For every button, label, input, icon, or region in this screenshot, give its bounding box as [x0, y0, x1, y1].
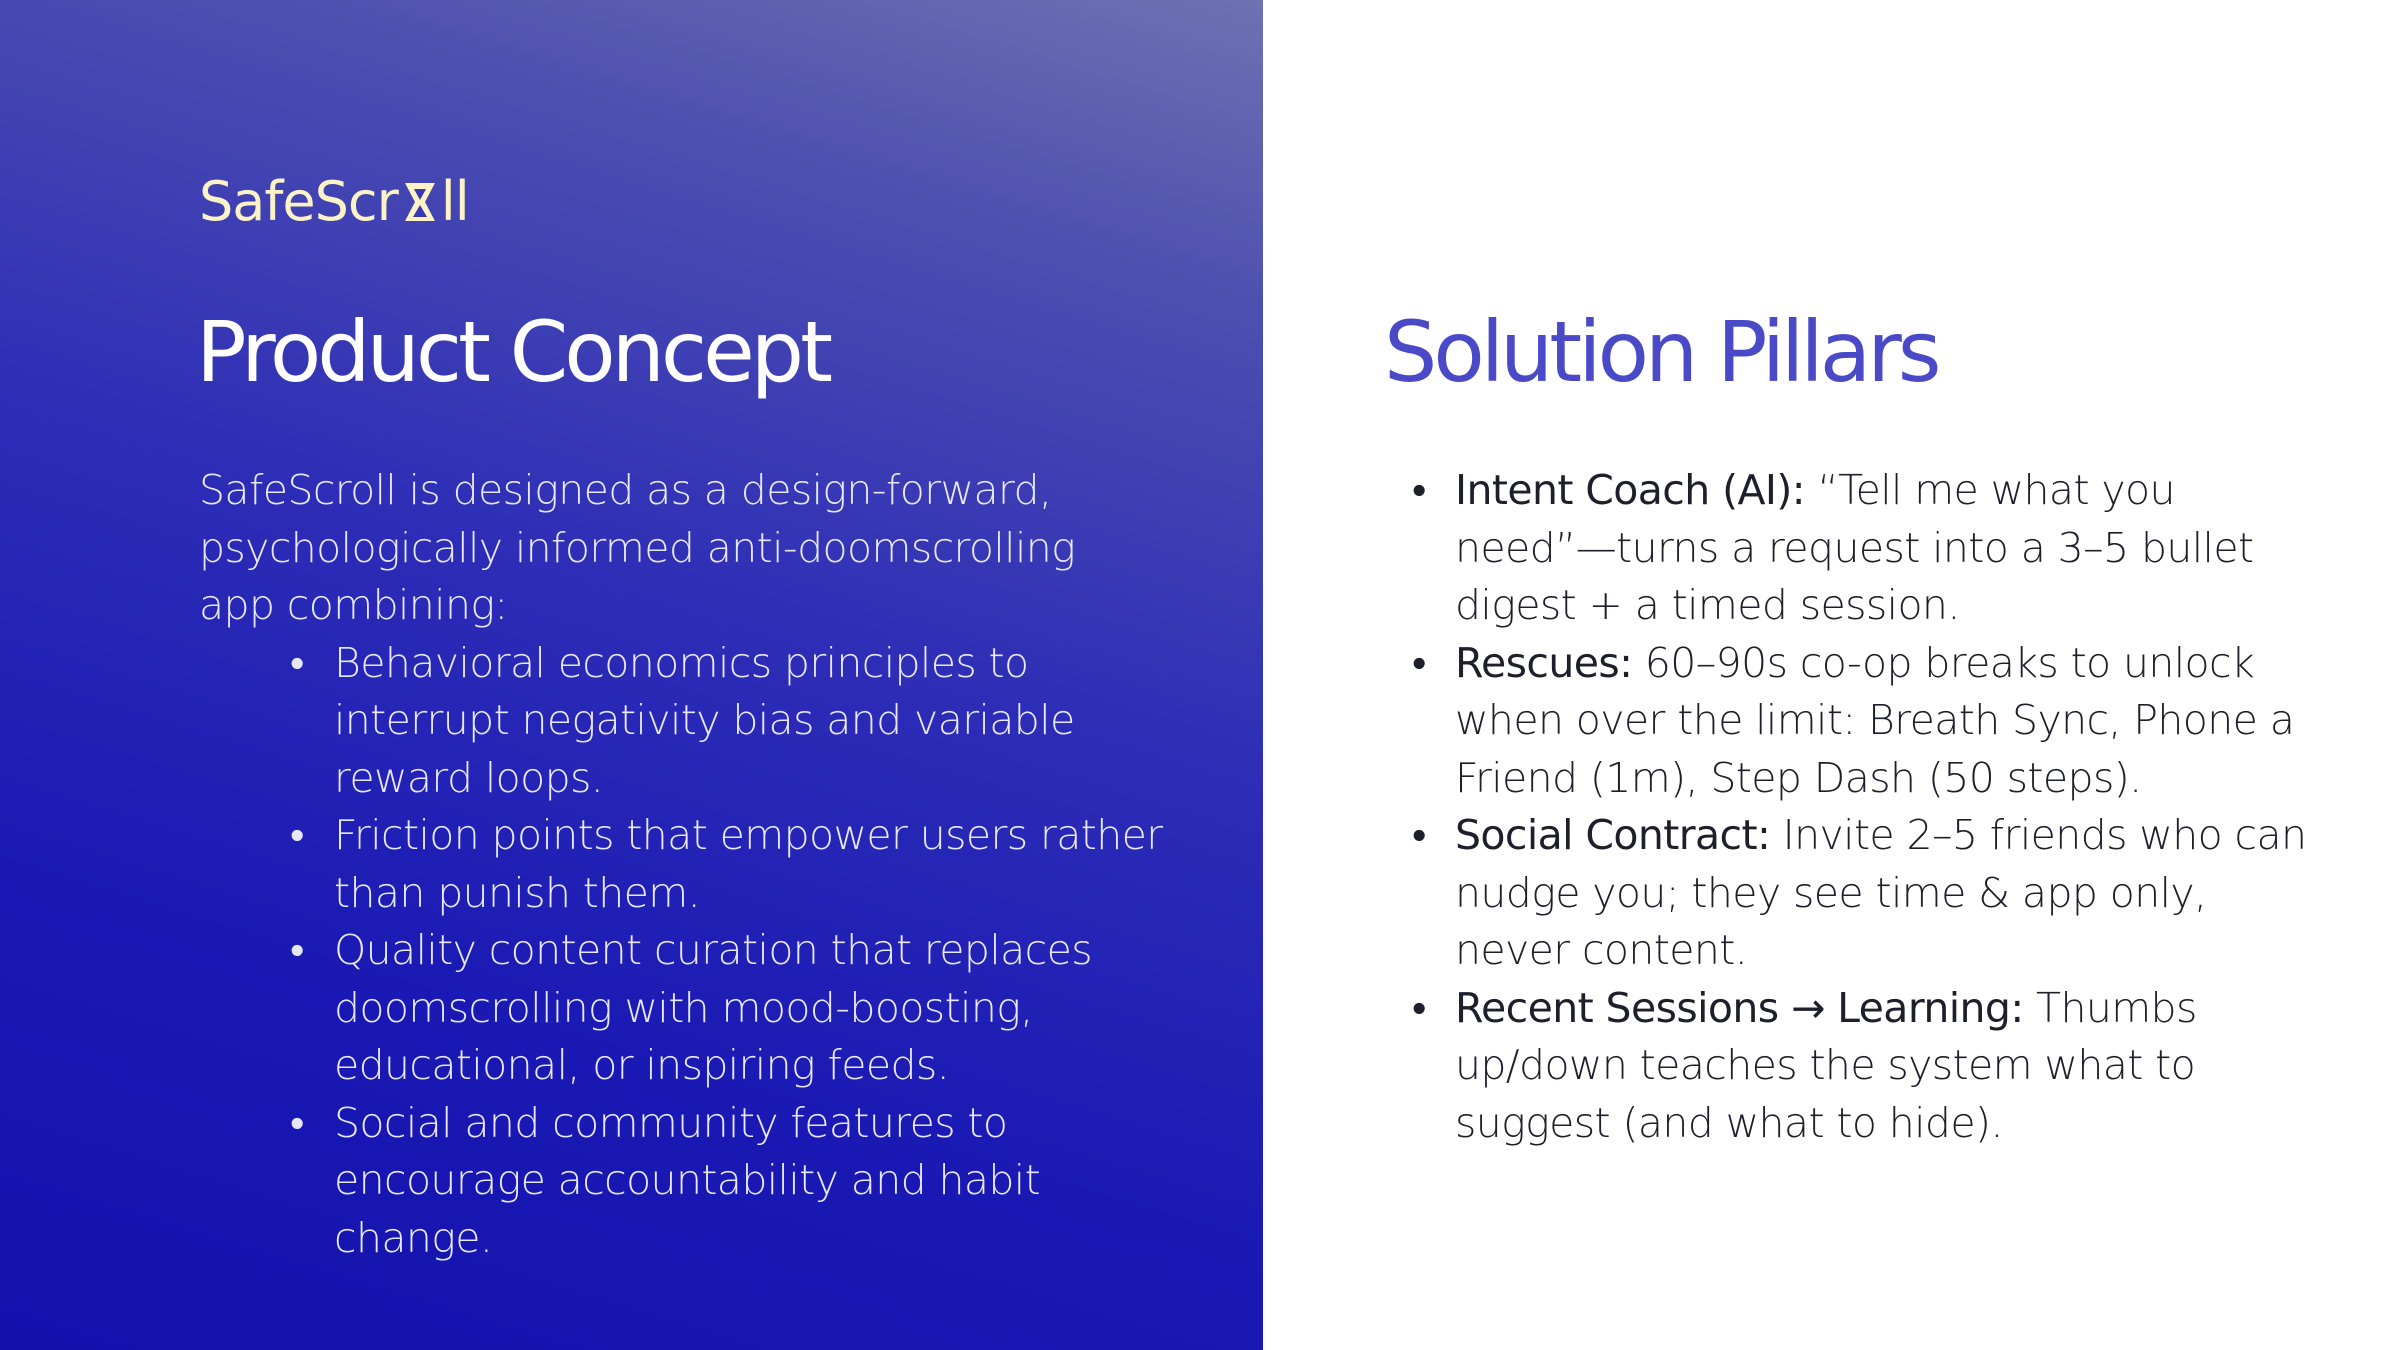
concept-bullet-text: Behavioral economics principles to interrupt negativity bias and variable reward loops. — [334, 638, 1075, 802]
pillars-title: Solution Pillars — [1384, 303, 1938, 401]
pillars-list — [1412, 462, 2325, 1152]
bullet-dot: • — [1412, 466, 1426, 514]
bullet-dot: • — [1412, 638, 1426, 687]
concept-title: Product Concept — [196, 303, 830, 401]
bullet-dot: • — [290, 638, 304, 687]
pillar-label: Social Contract: — [1455, 811, 1771, 859]
concept-intro: SafeScroll is designed as a design-forward, psychologically informed anti-doomscrolling app combining: — [199, 466, 1076, 629]
pillar-label: Rescues: — [1455, 638, 1633, 687]
pillar-label: Recent Sessions → Learning: — [1455, 983, 2024, 1032]
bullet-dot: • — [290, 811, 304, 859]
pillar-item — [1412, 635, 2325, 808]
logo-text-suffix: ll — [440, 169, 469, 233]
concept-bullet — [290, 922, 1209, 1095]
concept-bullet-text: Quality content curation that replaces doomscrolling with mood-boosting, educational, or inspiring feeds. — [334, 926, 1092, 1089]
concept-bullet-text: Friction points that empower users rather than punish them. — [334, 811, 1163, 917]
bullet-dot: • — [1412, 811, 1426, 859]
pillar-text: Thumbs up/down teaches the system what to suggest (and what to hide). — [1455, 983, 2197, 1147]
pillar-text: 60–90s co-op breaks to unlock when over the limit: Breath Sync, Phone a Friend (1m), Step Dash (50 steps). — [1455, 638, 2295, 802]
pillar-item — [1412, 807, 2325, 980]
concept-body — [199, 462, 1209, 1267]
pillar-text: Invite 2–5 friends who can nudge you; they see time & app only, never content. — [1455, 811, 2307, 974]
pillar-item — [1412, 980, 2325, 1153]
concept-bullet-text: Social and community features to encourage accountability and habit change. — [334, 1098, 1041, 1262]
concept-bullet — [290, 807, 1209, 922]
bullet-dot: • — [1412, 983, 1426, 1032]
pillar-item — [1412, 462, 2325, 635]
logo-text-prefix: SafeScr — [199, 169, 398, 233]
pillar-label: Intent Coach (AI): — [1455, 466, 1806, 514]
hourglass-o-icon — [401, 180, 439, 224]
bullet-dot: • — [290, 926, 304, 974]
concept-bullet — [290, 635, 1209, 808]
concept-bullet — [290, 1095, 1209, 1268]
safescroll-logo — [199, 166, 469, 236]
pillar-text: “Tell me what you need”—turns a request into a 3–5 bullet digest + a timed session. — [1455, 466, 2254, 629]
bullet-dot: • — [290, 1098, 304, 1147]
concept-bullet-list — [199, 635, 1209, 1268]
